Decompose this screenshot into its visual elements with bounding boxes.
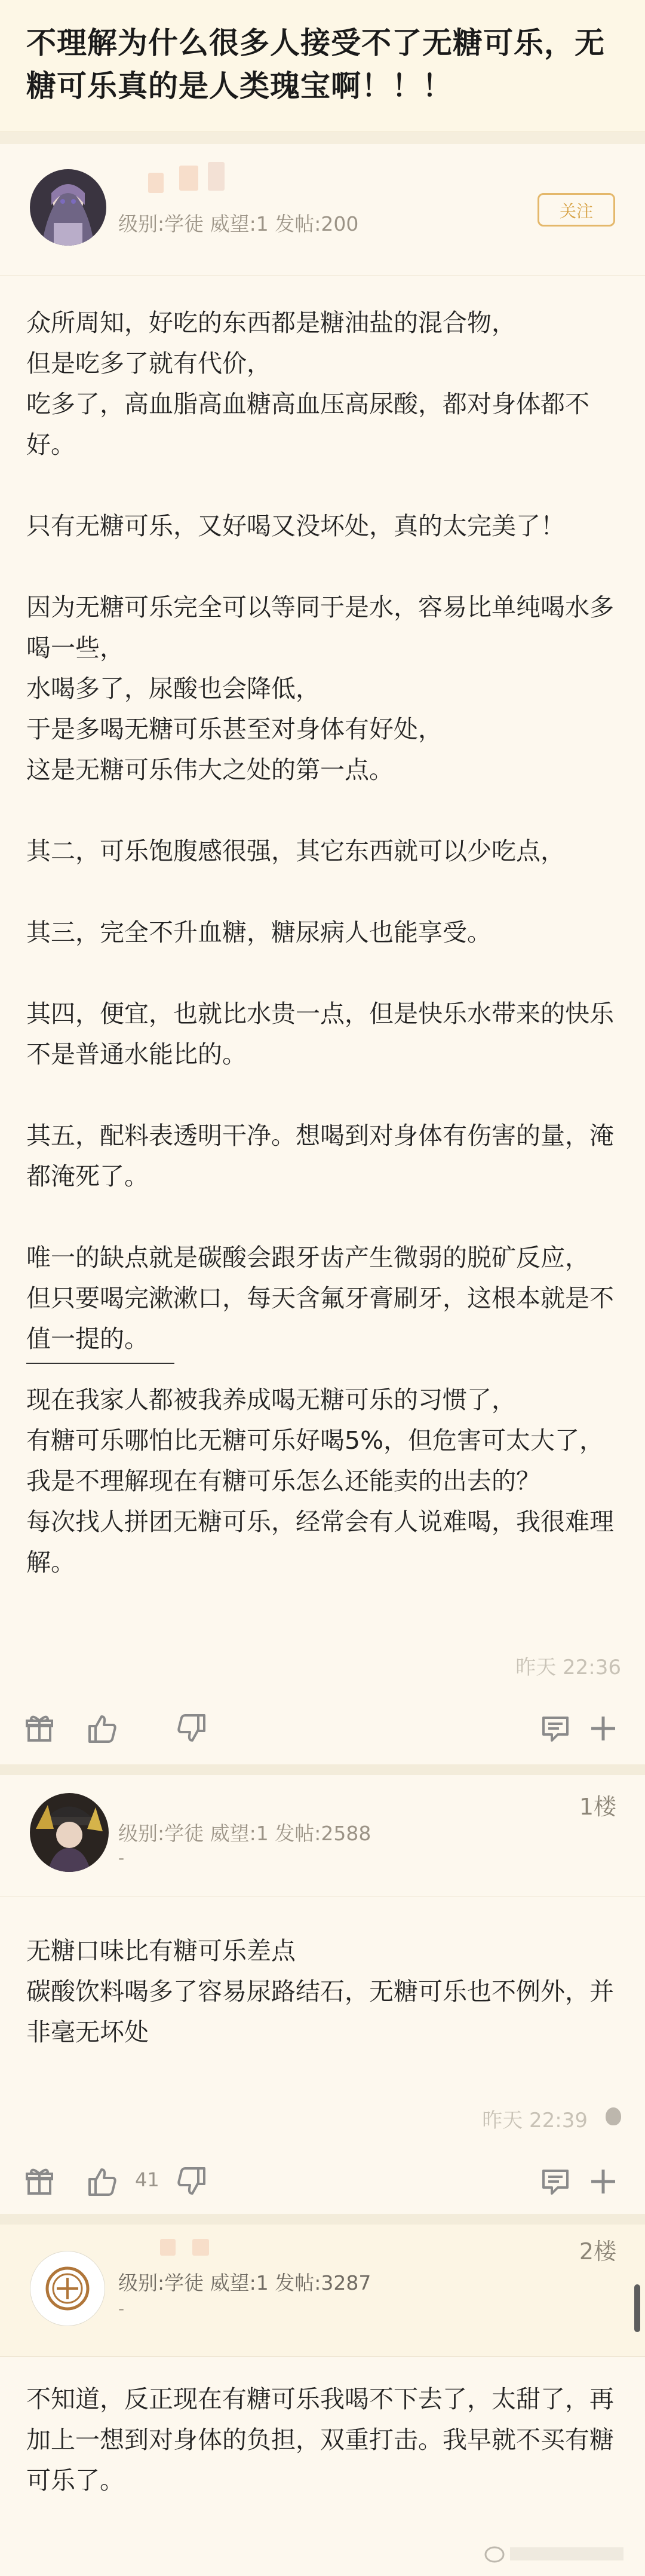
floor-number: 2楼 (579, 2238, 616, 2265)
content-line: 吃多了，高血脂高血糖高血压高尿酸，都对身体都不 (26, 390, 589, 418)
reply-content (0, 2379, 640, 2501)
username-redacted (192, 2239, 209, 2256)
content-line: 每次找人拼团无糖可乐，经常会有人说难喝，我很难理 (26, 1507, 614, 1536)
content-line: 其三，完全不升血糖，糖尿病人也能享受。 (26, 918, 492, 947)
scrollbar[interactable] (634, 2284, 640, 2332)
reply-action-bar (0, 2146, 645, 2217)
content-line: 都淹死了。 (26, 1162, 149, 1191)
reply-content (0, 1931, 640, 2052)
content-line: 但是吃多了就有代价， (26, 349, 271, 378)
content-line: 加上一想到对身体的负担，双重打击。我早就不买有糖 (26, 2425, 614, 2454)
reply-avatar[interactable] (30, 1793, 109, 1872)
content-line: 无糖口味比有糖可乐差点 (26, 1936, 296, 1965)
content-line: 好。 (26, 430, 75, 459)
reply-timestamp: 昨天 22:39 (482, 2109, 588, 2133)
content-line: 现在我家人都被我养成喝无糖可乐的习惯了， (26, 1385, 516, 1414)
blank-line (26, 790, 619, 831)
thumbs-up-icon[interactable] (87, 1713, 118, 1744)
content-divider (26, 1363, 174, 1364)
blank-line (26, 465, 619, 506)
gift-icon[interactable] (24, 1713, 55, 1744)
content-line: 其二，可乐饱腹感很强，其它东西就可以少吃点， (26, 837, 565, 865)
comment-icon[interactable] (540, 2166, 571, 2197)
section-separator (0, 2214, 645, 2225)
plus-icon[interactable] (588, 2166, 619, 2197)
content-line: 其四，便宜，也就比水贵一点，但是快乐水带来的快乐 (26, 999, 614, 1028)
thumbs-down-icon[interactable] (176, 1713, 207, 1744)
reply-avatar[interactable] (30, 2251, 105, 2326)
post-title: 不理解为什么很多人接受不了无糖可乐，无糖可乐真的是人类瑰宝啊！！！ (0, 0, 645, 132)
content-line: 只有无糖可乐，又好喝又没坏处，真的太完美了！ (26, 512, 565, 540)
content-line: 唯一的缺点就是碳酸会跟牙齿产生微弱的脱矿反应， (26, 1243, 589, 1272)
divider (0, 2356, 645, 2357)
post-content (0, 276, 645, 1583)
blank-line (26, 1197, 619, 1237)
content-line: 不知道，反正现在有糖可乐我喝不下去了，太甜了，再 (26, 2385, 614, 2413)
content-line: 但只要喝完漱漱口，每天含氟牙膏刷牙，这根本就是不 (26, 1284, 614, 1313)
blank-line (26, 871, 619, 912)
thumbs-up-icon[interactable] (87, 2166, 118, 2197)
username-redacted (208, 162, 225, 191)
content-line: 其五，配料表透明干净。想喝到对身体有伤害的量，淹 (26, 1121, 614, 1150)
reply-meta: 级别:学徒 威望:1 发帖:2588 (118, 1822, 371, 1845)
gift-icon[interactable] (24, 2166, 55, 2197)
like-count: 41 (135, 2168, 159, 2191)
content-line: 众所周知，好吃的东西都是糖油盐的混合物， (26, 308, 516, 337)
username-redacted (160, 2239, 176, 2256)
reply-meta: 级别:学徒 威望:1 发帖:3287 (118, 2271, 371, 2294)
content-line: 有糖可乐哪怕比无糖可乐好喝5%，但危害可太大了， (26, 1426, 604, 1455)
post-action-bar (0, 1693, 645, 1764)
blank-line (26, 1075, 619, 1115)
username-redacted (148, 173, 164, 193)
author-avatar[interactable] (30, 169, 106, 246)
content-line: 非毫无坏处 (26, 2018, 149, 2046)
reply-meta-dash: - (118, 2299, 125, 2318)
comment-icon[interactable] (540, 1713, 571, 1744)
post-timestamp: 昨天 22:36 (515, 1656, 621, 1679)
reply-meta-dash: - (118, 1848, 125, 1868)
author-meta: 级别:学徒 威望:1 发帖:200 (118, 212, 359, 235)
content-line: 这是无糖可乐伟大之处的第一点。 (26, 755, 394, 784)
plus-icon[interactable] (588, 1713, 619, 1744)
follow-button[interactable]: 关注 (538, 193, 615, 227)
content-line: 我是不理解现在有糖可乐怎么还能卖的出去的？ (26, 1467, 540, 1495)
apple-icon (606, 2107, 621, 2125)
content-line: 可乐了。 (26, 2466, 124, 2495)
content-line: 碳酸饮料喝多了容易尿路结石，无糖可乐也不例外，并 (26, 1977, 614, 2006)
content-line: 解。 (26, 1548, 75, 1577)
content-line: 喝一些， (26, 634, 124, 662)
blank-line (26, 546, 619, 587)
content-line: 不是普通水能比的。 (26, 1040, 247, 1069)
watermark (484, 2543, 627, 2570)
content-line: 因为无糖可乐完全可以等同于是水，容易比单纯喝水多 (26, 593, 614, 622)
section-gap (0, 132, 645, 144)
thumbs-down-icon[interactable] (176, 2166, 207, 2197)
section-separator (0, 1764, 645, 1775)
post-author-header (0, 144, 645, 276)
content-line: 于是多喝无糖可乐甚至对身体有好处， (26, 715, 443, 744)
content-line: 水喝多了，尿酸也会降低， (26, 674, 320, 703)
floor-number: 1楼 (579, 1794, 616, 1820)
username-redacted (179, 166, 198, 191)
blank-line (26, 953, 619, 993)
content-line: 值一提的。 (26, 1324, 149, 1353)
